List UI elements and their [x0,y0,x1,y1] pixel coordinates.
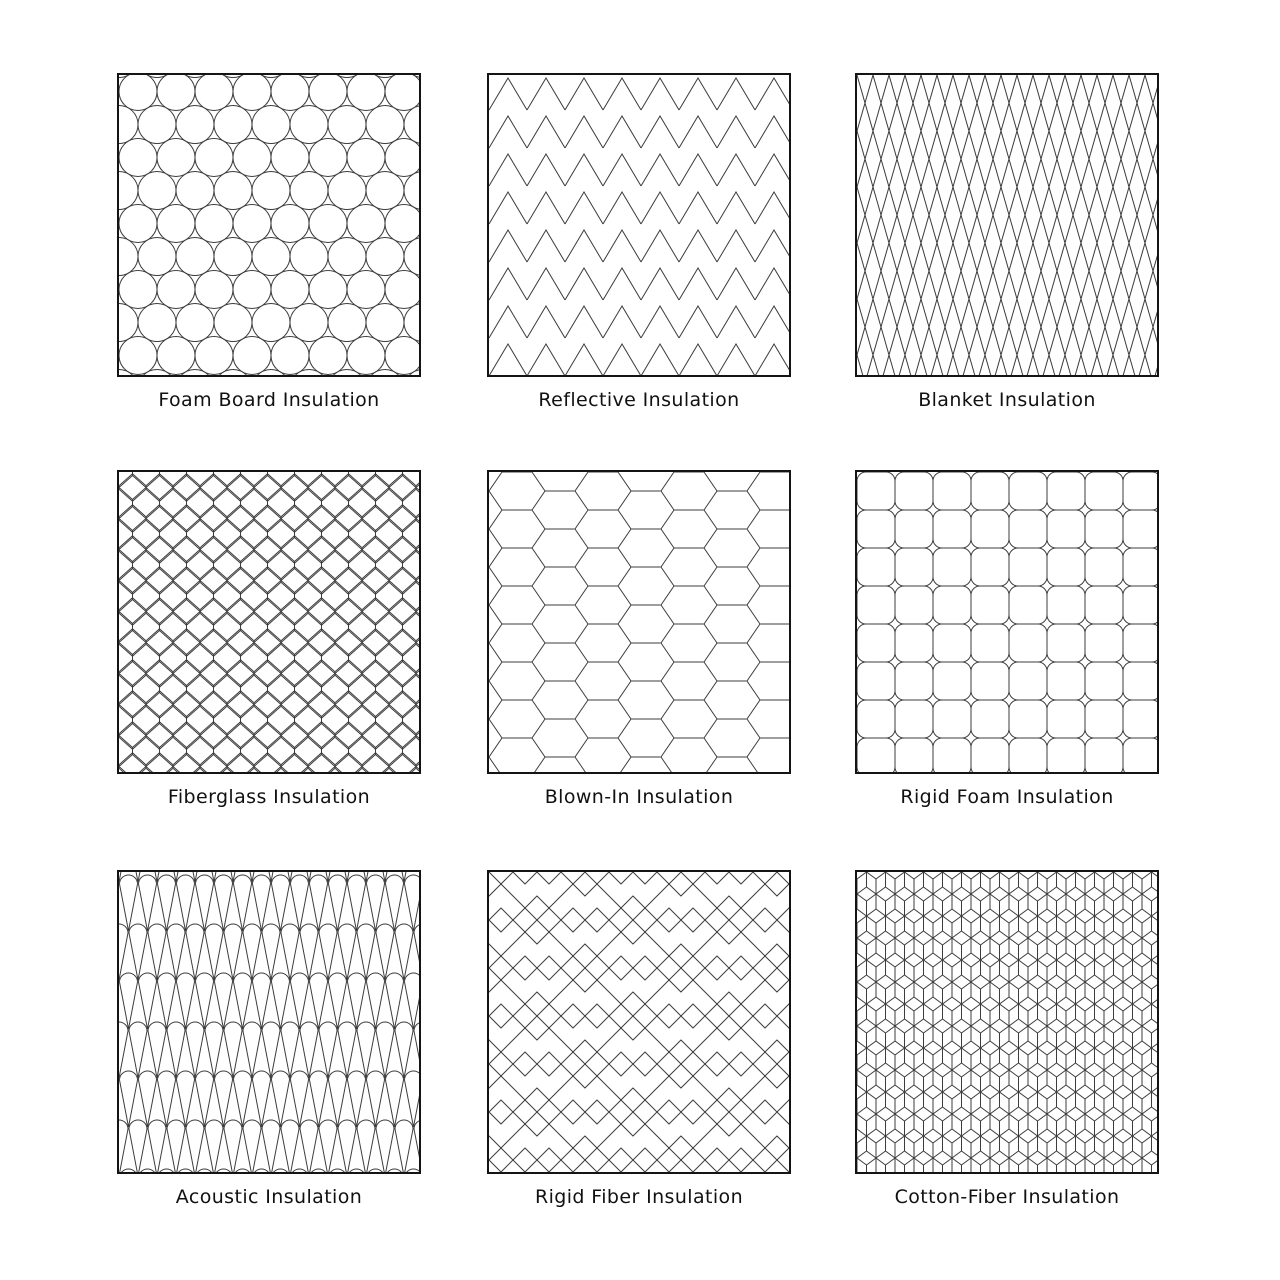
rigid-foam-swatch-frame [855,470,1159,774]
swatch-label-foam-board: Foam Board Insulation [158,389,380,411]
swatch-fiberglass [117,470,421,808]
swatch-label-acoustic: Acoustic Insulation [175,1186,363,1208]
swatch-label-blanket: Blanket Insulation [918,389,1096,411]
swatch-blown-in [487,470,791,808]
swatch-label-blown-in: Blown-In Insulation [544,786,734,808]
diagonal-diamond-maze-pattern [489,872,789,1172]
swatch-foam-board [117,73,421,411]
tall-hexagon-mesh-pattern [857,872,1157,1172]
swatch-label-cotton-fiber: Cotton-Fiber Insulation [894,1186,1120,1208]
swatch-cotton-fiber [855,870,1159,1208]
swatch-blanket [855,73,1159,411]
swatch-rigid-foam [855,470,1159,808]
chain-link-mesh-pattern [119,472,419,772]
swatch-acoustic [117,870,421,1208]
reflective-swatch-frame [487,73,791,377]
swatch-reflective [487,73,791,411]
zigzag-rows-pattern [489,75,789,375]
wide-hexagons-pattern [487,470,791,774]
blanket-swatch-frame [855,73,1159,377]
acoustic-swatch-frame [117,870,421,1174]
rounded-square-grid-pattern [857,472,1157,772]
foam-board-swatch-frame [117,73,421,377]
diagonal-lattice-pattern [857,75,1157,375]
packed-circles-pattern [119,75,419,375]
swatch-label-fiberglass: Fiberglass Insulation [167,786,371,808]
hexagon-mesh-pattern [489,472,789,772]
teardrop-rows-pattern [119,872,419,1172]
swatch-label-rigid-foam: Rigid Foam Insulation [900,786,1114,808]
swatch-label-rigid-fiber: Rigid Fiber Insulation [534,1186,744,1208]
cotton-fiber-swatch-frame [855,870,1159,1174]
swatch-label-reflective: Reflective Insulation [538,389,740,411]
swatch-rigid-fiber [487,870,791,1208]
fiberglass-swatch-frame [117,470,421,774]
rigid-fiber-swatch-frame [487,870,791,1174]
